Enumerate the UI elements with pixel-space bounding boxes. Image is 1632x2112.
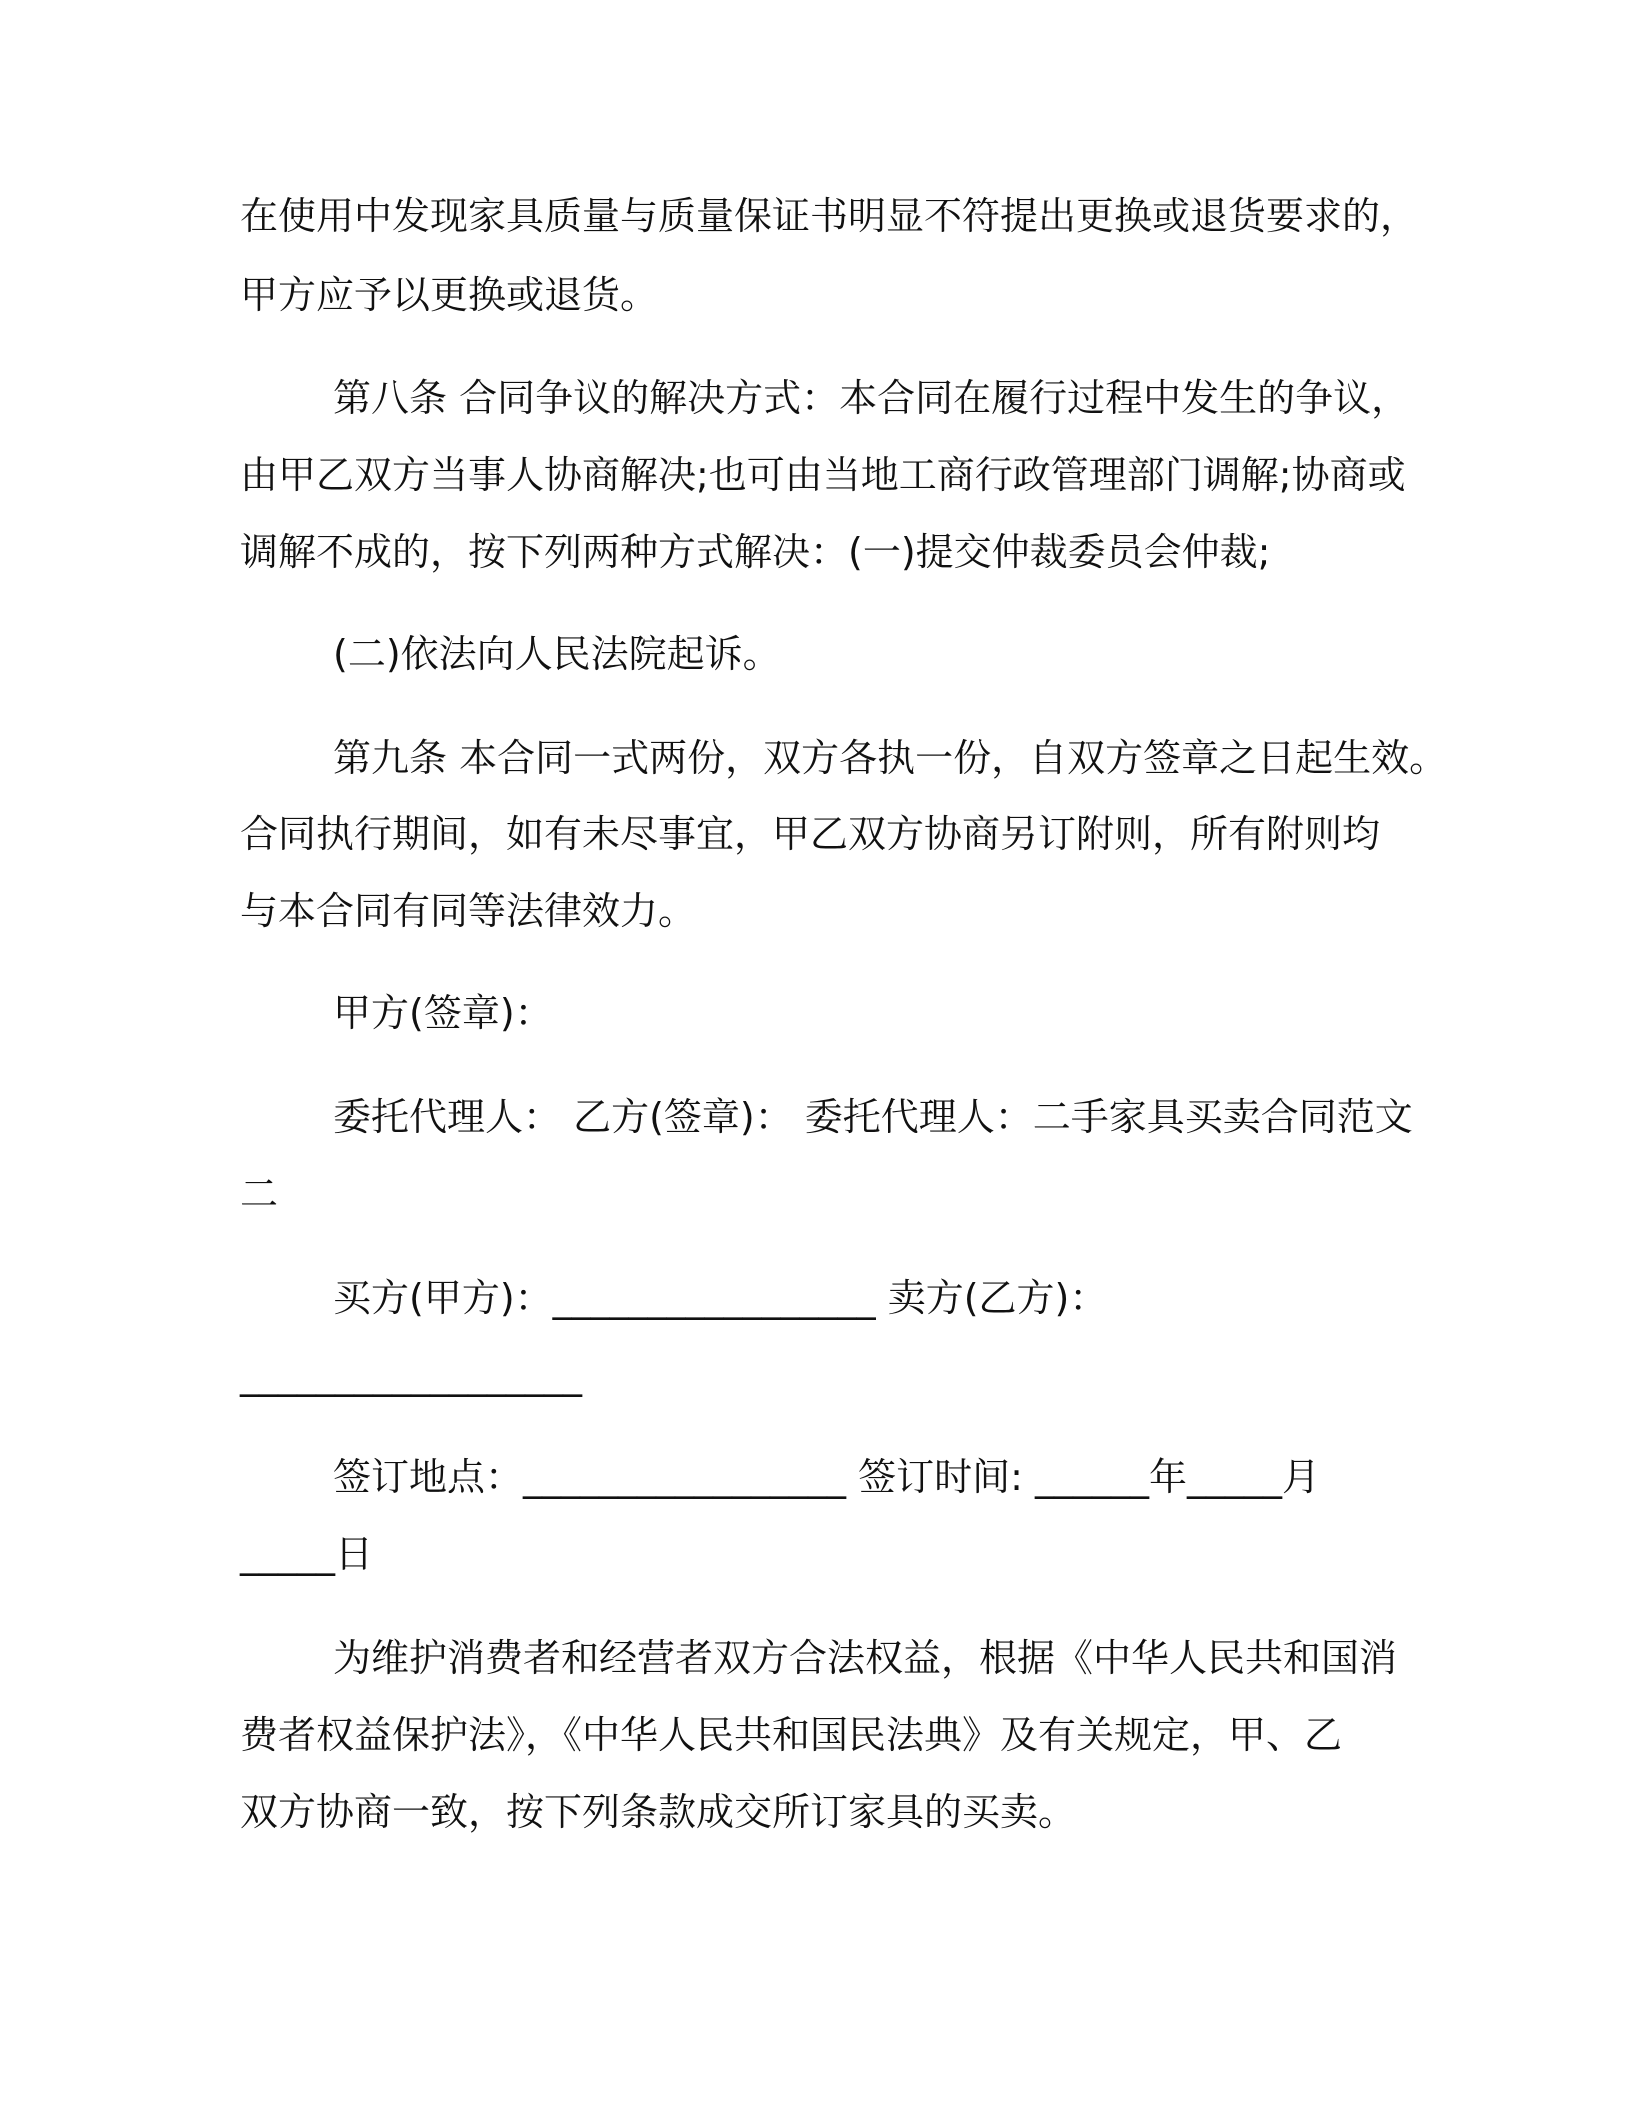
text-line: 与本合同有同等法律效力。 bbox=[240, 889, 697, 933]
date-line: _____日 bbox=[240, 1532, 374, 1576]
signing-place-time-line: 签订地点：_________________ 签订时间: ______年_____月 bbox=[333, 1455, 1320, 1499]
text-line: 费者权益保护法》，《中华人民共和国民法典》及有关规定，甲、乙 bbox=[240, 1713, 1343, 1757]
text-line: (二)依法向人民法院起诉。 bbox=[333, 632, 781, 676]
text-line: 二 bbox=[240, 1172, 279, 1216]
preamble-line: 为维护消费者和经营者双方合法权益，根据《中华人民共和国消 bbox=[333, 1636, 1398, 1680]
buyer-seller-line: 买方(甲方)：_________________ 卖方(乙方)： bbox=[333, 1276, 1108, 1320]
text-line: 在使用中发现家具质量与质量保证书明显不符提出更换或退货要求的， bbox=[240, 194, 1419, 238]
text-line: 合同执行期间，如有未尽事宜，甲乙双方协商另订附则，所有附则均 bbox=[240, 812, 1381, 856]
party-a-signature-line: 甲方(签章)： bbox=[333, 991, 553, 1035]
agent-signature-line: 委托代理人： 乙方(签章)： 委托代理人：二手家具买卖合同范文 bbox=[333, 1095, 1413, 1139]
text-line: 由甲乙双方当事人协商解决;也可由当地工商行政管理部门调解;协商或 bbox=[240, 453, 1406, 497]
article-9-line: 第九条 本合同一式两份，双方各执一份，自双方签章之日起生效。 bbox=[333, 736, 1448, 780]
blank-line: __________________ bbox=[240, 1353, 582, 1397]
text-line: 甲方应予以更换或退货。 bbox=[240, 273, 659, 317]
text-line: 双方协商一致，按下列条款成交所订家具的买卖。 bbox=[240, 1790, 1077, 1834]
article-8-line: 第八条 合同争议的解决方式：本合同在履行过程中发生的争议， bbox=[333, 376, 1410, 420]
text-line: 调解不成的，按下列两种方式解决：(一)提交仲裁委员会仲裁; bbox=[240, 530, 1271, 574]
